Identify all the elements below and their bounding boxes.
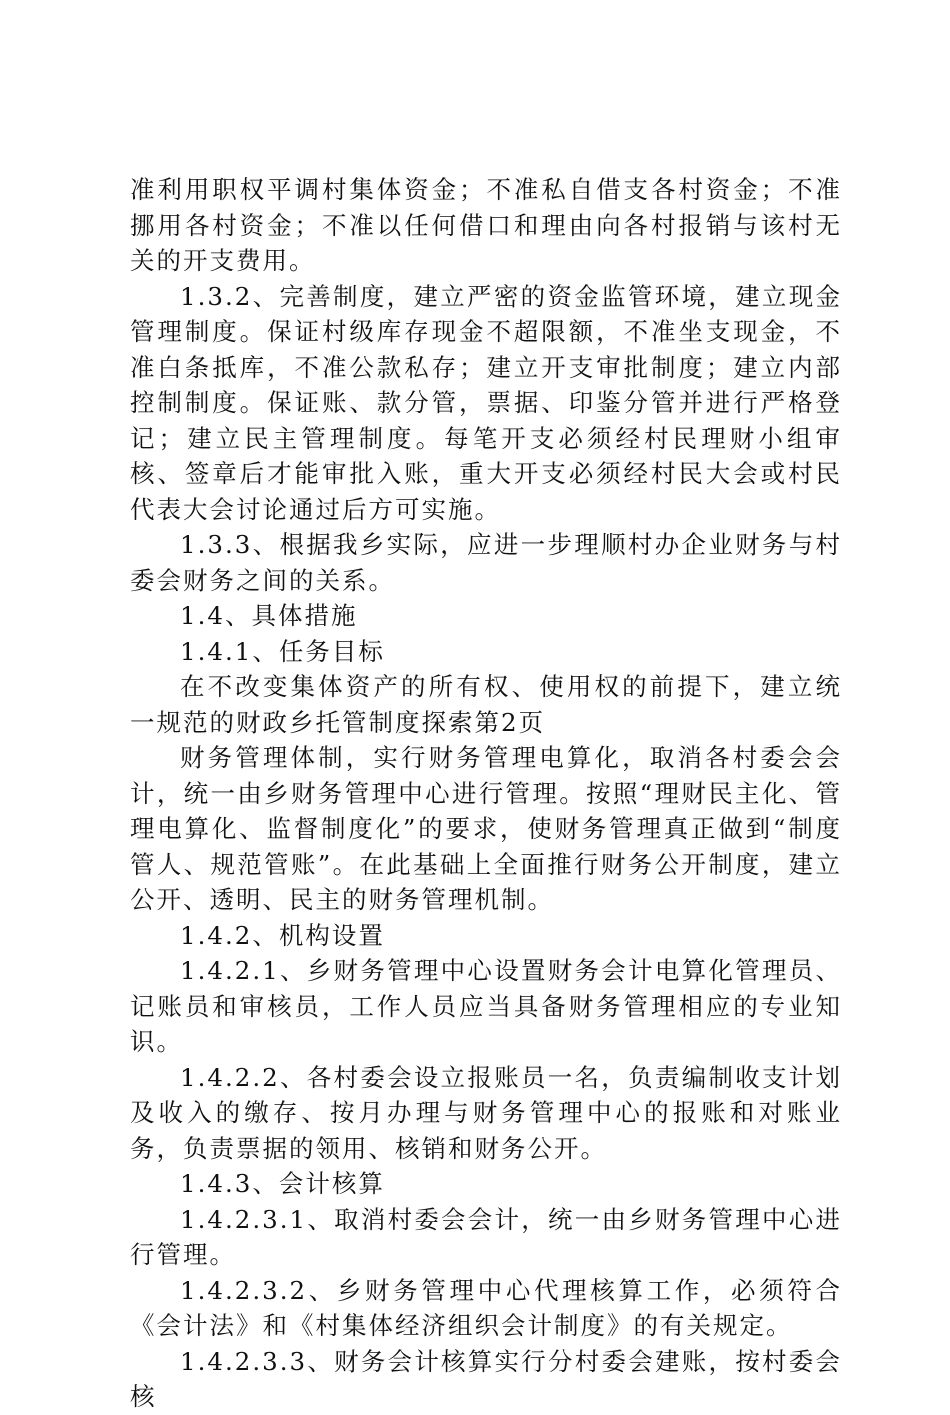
section-heading: 1.4.1、任务目标 bbox=[180, 636, 385, 666]
paragraph: 财务管理体制，实行财务管理电算化，取消各村委会会计，统一由乡财务管理中心进行管理。按照“理财民主化、管理电算化、监督制度化”的要求，使财务管理真正做到“制度管人、规范管账”。在此基础上全面推行财务公开制度，建立公开、透明、民主的财务管理机制。 bbox=[130, 743, 842, 914]
paragraph: 1.4.2.3.2、乡财务管理中心代理核算工作，必须符合《会计法》和《村集体经济组织会计制度》的有关规定。 bbox=[130, 1275, 842, 1340]
paragraph: 1.4.2.1、乡财务管理中心设置财务会计电算化管理员、记账员和审核员，工作人员应当具备财务管理相应的专业知识。 bbox=[130, 956, 842, 1056]
paragraph: 准利用职权平调村集体资金；不准私自借支各村资金；不准挪用各村资金；不准以任何借口和理由向各村报销与该村无关的开支费用。 bbox=[130, 175, 842, 275]
paragraph: 1.4.2.3.1、取消村委会会计，统一由乡财务管理中心进行管理。 bbox=[130, 1204, 842, 1269]
section-heading: 1.4.2、机构设置 bbox=[180, 920, 385, 950]
document-body bbox=[130, 172, 842, 1415]
section-heading: 1.4、具体措施 bbox=[180, 601, 358, 630]
paragraph: 1.3.3、根据我乡实际，应进一步理顺村办企业财务与村委会财务之间的关系。 bbox=[130, 530, 842, 595]
section-heading: 1.4.3、会计核算 bbox=[180, 1169, 385, 1198]
paragraph: 1.4.2.2、各村委会设立报账员一名，负责编制收支计划及收入的缴存、按月办理与财务管理中心的报账和对账业务，负责票据的领用、核销和财务公开。 bbox=[130, 1062, 842, 1163]
paragraph: 1.3.2、完善制度，建立严密的资金监管环境，建立现金管理制度。保证村级库存现金不超限额，不准坐支现金，不准白条抵库，不准公款私存；建立开支审批制度；建立内部控制制度。保证账、款分管，票据、印鉴分管并进行严格登记；建立民主管理制度。每笔开支必须经村民理财小组审核、签章后才能审批入账，重大开支必须经村民大会或村民代表大会讨论通过后方可实施。 bbox=[130, 281, 842, 524]
paragraph: 1.4.2.3.3、财务会计核算实行分村委会建账，按村委会核 bbox=[130, 1346, 842, 1411]
paragraph: 在不改变集体资产的所有权、使用权的前提下，建立统一规范的财政乡托管制度探索第2页 bbox=[130, 672, 842, 737]
